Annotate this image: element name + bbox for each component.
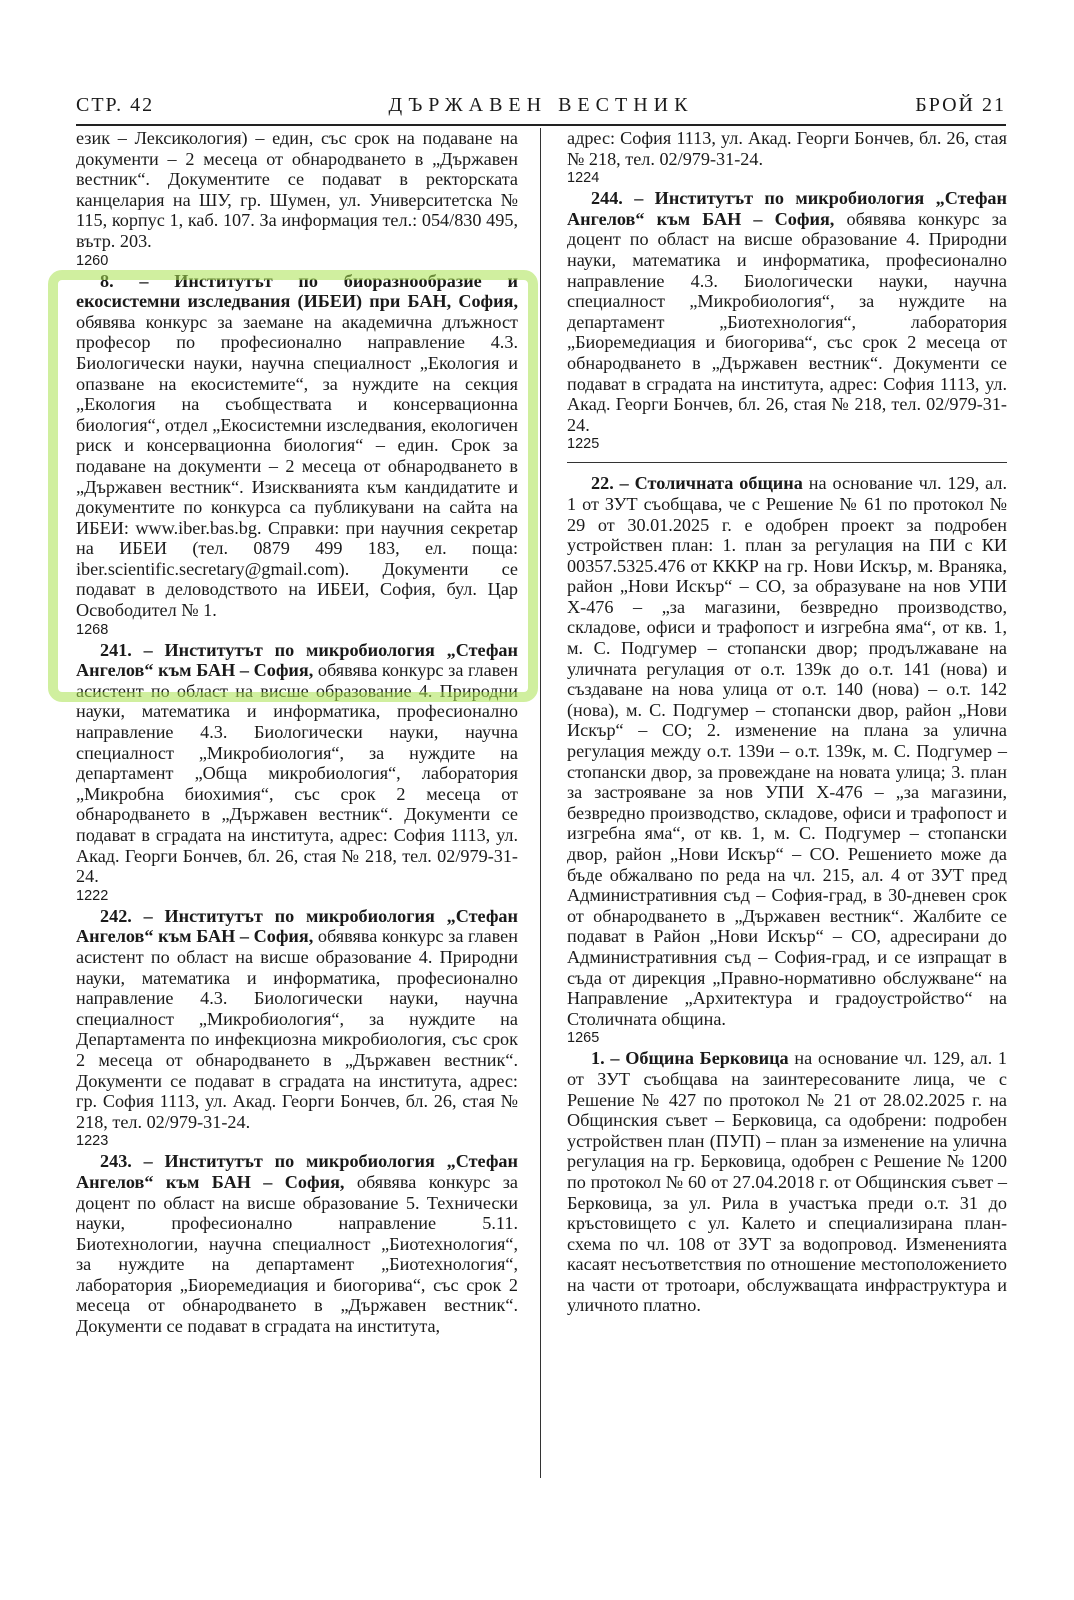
notice-code: 1224 <box>567 170 600 187</box>
notice-code: 1268 <box>76 621 109 638</box>
left-column <box>76 128 518 1337</box>
page-header <box>76 94 1006 124</box>
notice-heading: 22. – Столичната община <box>591 473 803 494</box>
right-column <box>567 128 1007 1316</box>
notice-heading: 1. – Община Берковица <box>591 1048 789 1069</box>
notice-body: обявява конкурс за главен асистент по област на висше образование 4. Природни науки, математика и информатика, професионално направление 4.3. Биологически науки, научна специалност „Микробиология“, за нуждите на департамент „Обща микробиология“, лаборатория „Микробна биохимия“, със срок 2 месеца от обнародването в „Държавен вестник“. Документи се подават в сградата на института, адрес: София 1113, ул. Акад. Георги Бончев, бл. 26, стая № 218, тел. 02/979-31-24. <box>76 660 518 887</box>
intro-text: език – Лексикология) – един, със срок на подаване на документи – 2 месеца от обнародването в „Държавен вестник“. Документите се подават в ректорската канцелария на ШУ, гр. Шумен, ул. Университетска № 115, корпус 1, каб. 107. За информация тел.: 054/830 495, вътр. 203. <box>76 128 518 251</box>
notice-body: обявява конкурс за доцент по област на висше образование 5. Технически науки, професионално направление 5.11. Биотехнологии, научна специалност „Биотехнология“, за нуждите на департамент „Биотехнология“, лаборатория „Биоремедиация и биогорива“, със срок 2 месеца от обнародването в „Държавен вестник“. Документи се подават в сградата на института, <box>76 1171 518 1337</box>
notice-body: на основание чл. 129, ал. 1 от ЗУТ съобщава на заинтересованите лица, че с Решение № 427 по протокол № 21 от 28.02.2025 г. на Общинския съвет – Берковица, са одобрени: подробен устройствен план (ПУП) – план за изменение на улична регулация на гр. Берковица, одобрен с Решение № 1200 по протокол № 60 от 27.04.2018 г. от Общинския съвет – Берковица, за ул. Рила в участъка преди о.т. 31 до кръстовището с ул. Калето и специализирана план-схема по чл. 108 от ЗУТ за водопровод. Измененията касаят несъответствия по отношение местоположението на части от тротоари, обслужващата инфраструктура и уличното платно. <box>567 1048 1007 1316</box>
notice-code: 1222 <box>76 887 109 904</box>
notice-241 <box>76 640 518 887</box>
header-rule <box>76 124 1006 126</box>
notice-heading: 243. – Институтът по микробиология „Стефан Ангелов“ към БАН – София, <box>76 1151 518 1192</box>
notice-244 <box>567 188 1007 435</box>
continued-text: адрес: София 1113, ул. Акад. Георги Бончев, бл. 26, стая № 218, тел. 02/979-31-24. <box>567 128 1007 169</box>
notice-heading: 244. – Институтът по микробиология „Стефан Ангелов“ към БАН – София, <box>567 188 1007 229</box>
publication-title: ДЪРЖАВЕН ВЕСТНИК <box>388 94 694 116</box>
notice-code: 1223 <box>76 1133 109 1150</box>
notice-body: обявява конкурс за доцент по област на висше образование 4. Природни науки, математика и информатика, професионално направление 4.3. Биологически науки, научна специалност „Микробиология“, за нуждите на департамент „Биотехнология“, лаборатория „Биоремедиация и биогорива“, със срок 2 месеца от обнародването в „Държавен вестник“. Документи се подават в сградата на института, адрес: София 1113, ул. Акад. Георги Бончев, бл. 26, стая № 218, тел. 02/979-31-24. <box>567 208 1007 435</box>
column-divider <box>540 128 541 1478</box>
notice-iber <box>76 271 518 621</box>
notice-heading: 241. – Институтът по микробиология „Стефан Ангелов“ към БАН – София, <box>76 639 518 681</box>
notice-code: 1260 <box>76 252 109 269</box>
notice-243 <box>76 1151 518 1336</box>
notice-242 <box>76 906 518 1133</box>
page-number: СТР. 42 <box>76 94 155 116</box>
notice-code: 1225 <box>567 436 600 453</box>
notice-berkovitsa <box>567 1048 1007 1316</box>
notice-heading: 242. – Институтът по микробиология „Стефан Ангелов“ към БАН – София, <box>76 905 518 947</box>
notice-body: на основание чл. 129, ал. 1 от ЗУТ съобщава, че с Решение № 61 по протокол № 29 от 30.01.2025 г. е одобрен проект за подробен устройствен план: 1. план за регулация на ПИ с КИ 00357.5325.476 от КККР на гр. Нови Искър, м. Враняка, район „Нови Искър“ – СО, за образуване на нов УПИ Х-476 – „за магазини, безвредно производство, складове, офиси и трафопост и изгребна яма“, от кв. 1, м. С. Подгумер – стопански двор; продължаване на уличната регулация от о.т. 139к до о.т. 141 (нова) и създаване на нова улица от о.т. 140 (нова) – о.т. 142 (нова), м. С. Подгумер – стопански двор, район „Нови Искър“ – СО; 2. изменение на плана за улична регулация между о.т. 139и – о.т. 139к, м. С. Подгумер – стопански двор, за провеждане на новата улица; 3. план за застрояване за нов УПИ Х-476 – „за магазини, безвредно производство, складове, офиси и трафопост и изгребна яма“, от кв. 1, м. С. Подгумер – стопански двор, район „Нови Искър“ – СО. Решението може да бъде обжалвано по реда на чл. 215, ал. 4 от ЗУТ пред Административния съд – София-град, в 30-дневен срок от обнародването в „Държавен вестник“. Жалбите се подават в Район „Нови Искър“ – СО, адресирани до Административния съд – София-град, и се изпращат в съда от дирекция „Правно-нормативно обслужване“ на Направление „Архитектура и градоустройство“ на Столичната община. <box>567 473 1008 1029</box>
notice-body: обявява конкурс за заемане на академична длъжност професор по професионално направление 4.3. Биологически науки, научна специалност „Екология и опазване на екосистемите“, за нуждите на секция „Екология на съобществата и консервационна биология“, отдел „Екосистемни изследвания, екологичен риск и консервационна биология“ – един. Срок за подаване на документи – 2 месеца от обнародването в „Държавен вестник“. Изискванията към кандидатите и документите по конкурса са публикувани на сайта на ИБЕИ: www.iber.bas.bg. Справки: при научния секретар на ИБЕИ (тел. 0879 499 183, ел. поща: iber.scientific.secretary@gmail.com). Документи се подават в деловодството на ИБЕИ, София, бул. Цар Освободител № 1. <box>76 311 518 621</box>
issue-number: БРОЙ 21 <box>915 94 1006 116</box>
section-separator <box>567 462 1007 463</box>
notice-code: 1265 <box>567 1030 600 1047</box>
notice-heading: 8. – Институтът по биоразнообразие и екосистемни изследвания (ИБЕИ) при БАН, София, <box>76 270 518 312</box>
notice-sofia-municipality <box>567 473 1007 1029</box>
notice-body: обявява конкурс за главен асистент по област на висше образование 4. Природни науки, математика и информатика, професионално направление 4.3. Биологически науки, научна специалност „Микробиология“, за нуждите на Департамента по инфекциозна микробиология, със срок 2 месеца от обнародването в „Държавен вестник“. Документи се подават в сградата на института, адрес: гр. София 1113, ул. Акад. Георги Бончев, бл. 26, стая № 218, тел. 02/979-31-24. <box>76 926 518 1132</box>
